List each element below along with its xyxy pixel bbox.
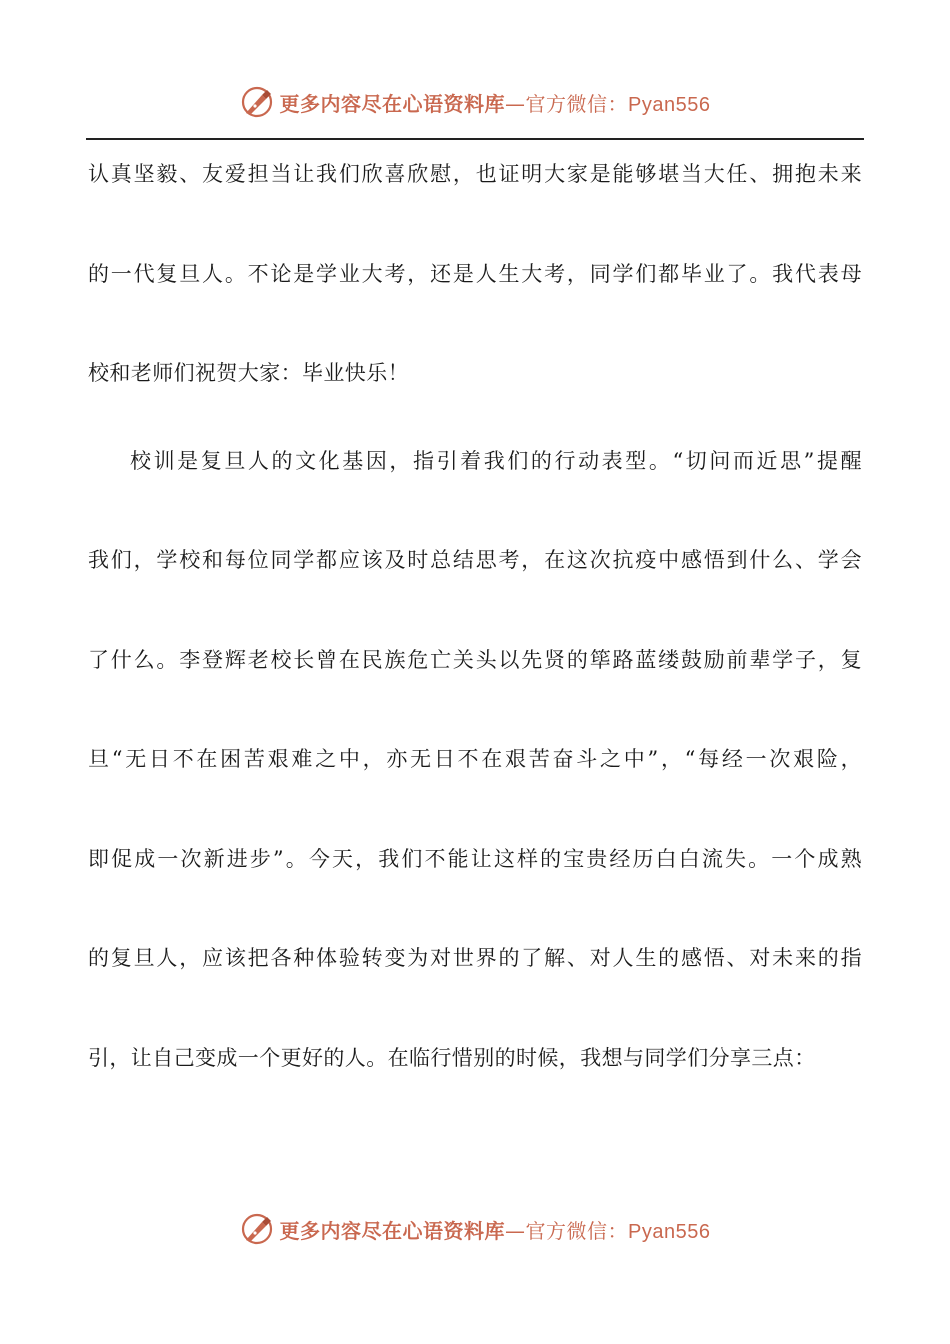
- header-wechat-id: Pyan556: [628, 93, 711, 116]
- footer-banner: [0, 1209, 950, 1249]
- body-line: 引，让自己变成一个更好的人。在临行惜别的时候，我想与同学们分享三点：: [88, 1046, 816, 1070]
- body-line: 的一代复旦人。不论是学业大考，还是人生大考，同学们都毕业了。我代表母: [88, 262, 862, 286]
- body-line: 了什么。李登辉老校长曾在民族危亡关头以先贤的筚路蓝缕鼓励前辈学子，复: [88, 648, 862, 672]
- footer-wechat-id: Pyan556: [628, 1220, 711, 1243]
- body-line: 我们，学校和每位同学都应该及时总结思考，在这次抗疫中感悟到什么、学会: [88, 548, 862, 572]
- body-line: 校训是复旦人的文化基因，指引着我们的行动表型。“切问而近思”提醒: [130, 449, 862, 473]
- body-line: 的复旦人，应该把各种体验转变为对世界的了解、对人生的感悟、对未来的指: [88, 946, 862, 970]
- header-banner: [0, 82, 950, 122]
- footer-wechat-label: 官方微信：: [525, 1218, 629, 1243]
- footer-dash: —: [505, 1218, 526, 1243]
- header-wechat-label: 官方微信：: [525, 91, 629, 116]
- footer-brand: 更多内容尽在心语资料库: [279, 1218, 506, 1243]
- header-text: [280, 88, 711, 117]
- body-line: 即促成一次新进步”。今天，我们不能让这样的宝贵经历白白流失。一个成熟: [88, 847, 862, 871]
- footer-text: [280, 1215, 711, 1244]
- header-brand: 更多内容尽在心语资料库: [279, 91, 506, 116]
- header-rule: [86, 138, 864, 140]
- pen-nib-logo-icon: [240, 1212, 274, 1246]
- body-line: 旦“无日不在困苦艰难之中，亦无日不在艰苦奋斗之中”，“每经一次艰险，: [88, 747, 862, 771]
- header-dash: —: [505, 91, 526, 116]
- body-line: 校和老师们祝贺大家：毕业快乐！: [88, 361, 409, 385]
- pen-nib-logo-icon: [240, 85, 274, 119]
- body-line: 认真坚毅、友爱担当让我们欣喜欣慰，也证明大家是能够堪当大任、拥抱未来: [88, 162, 862, 186]
